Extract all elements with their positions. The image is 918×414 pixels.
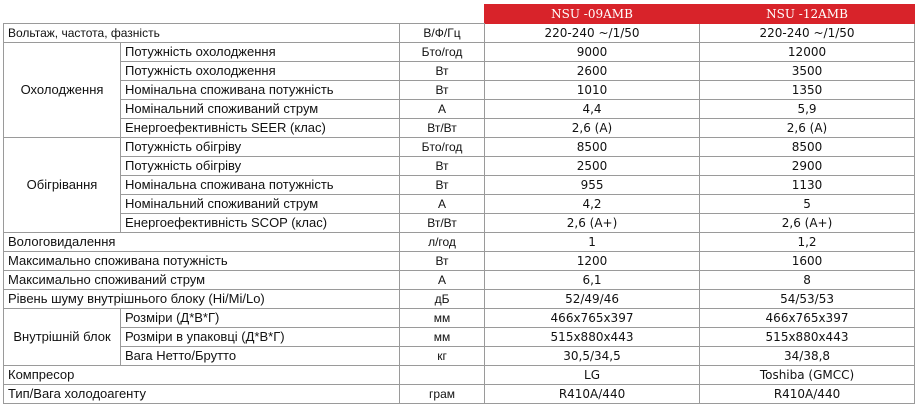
unit-cell: А [400, 195, 485, 214]
value-model-1: 6,1 [485, 271, 700, 290]
unit-cell [400, 366, 485, 385]
table-row [4, 271, 915, 290]
table-row [4, 81, 915, 100]
param-label: Вага Нетто/Брутто [121, 347, 400, 366]
unit-cell: Вт [400, 252, 485, 271]
unit-cell: мм [400, 328, 485, 347]
table-row [4, 24, 915, 43]
value-model-2: 1350 [700, 81, 915, 100]
table-row [4, 233, 915, 252]
table-row [4, 328, 915, 347]
param-label: Енергоефективність SCOP (клас) [121, 214, 400, 233]
param-label: Компресор [4, 366, 400, 385]
table-row [4, 157, 915, 176]
value-model-1: 4,4 [485, 100, 700, 119]
param-label: Потужність обігріву [121, 138, 400, 157]
table-row [4, 119, 915, 138]
header-blank [4, 5, 485, 24]
param-label: Номінальна споживана потужність [121, 176, 400, 195]
param-label: Потужність охолодження [121, 62, 400, 81]
value-model-1: 2500 [485, 157, 700, 176]
unit-cell: Бто/год [400, 138, 485, 157]
spec-table [3, 4, 915, 404]
table-row [4, 100, 915, 119]
param-label: Вологовидалення [4, 233, 400, 252]
value-model-2: 12000 [700, 43, 915, 62]
param-label: Номінальний споживаний струм [121, 195, 400, 214]
table-row [4, 195, 915, 214]
value-model-2: 220-240 ~/1/50 [700, 24, 915, 43]
value-model-2: 54/53/53 [700, 290, 915, 309]
value-model-2: 1600 [700, 252, 915, 271]
value-model-1: 220-240 ~/1/50 [485, 24, 700, 43]
unit-cell: л/год [400, 233, 485, 252]
value-model-1: 1010 [485, 81, 700, 100]
value-model-2: 8 [700, 271, 915, 290]
unit-cell: кг [400, 347, 485, 366]
unit-cell: Вт/Вт [400, 214, 485, 233]
unit-cell: мм [400, 309, 485, 328]
value-model-2: 5 [700, 195, 915, 214]
param-label: Рівень шуму внутрішнього блоку (Hi/Mi/Lo) [4, 290, 400, 309]
model-1-header: NSU -09AMB [485, 5, 700, 24]
value-model-2: 1130 [700, 176, 915, 195]
value-model-2: 2900 [700, 157, 915, 176]
unit-cell: Вт [400, 176, 485, 195]
param-label: Розміри (Д*В*Г) [121, 309, 400, 328]
unit-cell: Бто/год [400, 43, 485, 62]
param-label: Номінальна споживана потужність [121, 81, 400, 100]
param-label: Максимально споживаний струм [4, 271, 400, 290]
unit-cell: Вт [400, 62, 485, 81]
table-row [4, 43, 915, 62]
unit-cell: Вт/Вт [400, 119, 485, 138]
header-row [4, 5, 915, 24]
table-row [4, 214, 915, 233]
group-label-heating: Обігрівання [4, 138, 121, 233]
table-row [4, 176, 915, 195]
table-row [4, 385, 915, 404]
value-model-1: 8500 [485, 138, 700, 157]
value-model-1: 9000 [485, 43, 700, 62]
param-label: Розміри в упаковці (Д*В*Г) [121, 328, 400, 347]
param-label: Потужність обігріву [121, 157, 400, 176]
table-row [4, 290, 915, 309]
unit-cell: дБ [400, 290, 485, 309]
value-model-2: 2,6 (A+) [700, 214, 915, 233]
param-label: Енергоефективність SEER (клас) [121, 119, 400, 138]
unit-cell: грам [400, 385, 485, 404]
unit-cell: А [400, 100, 485, 119]
value-model-2: 8500 [700, 138, 915, 157]
value-model-2: 1,2 [700, 233, 915, 252]
value-model-2: Toshiba (GMCC) [700, 366, 915, 385]
value-model-2: 515x880x443 [700, 328, 915, 347]
value-model-1: 4,2 [485, 195, 700, 214]
unit-cell: А [400, 271, 485, 290]
param-label: Вольтаж, частота, фазність [4, 24, 400, 43]
value-model-1: 30,5/34,5 [485, 347, 700, 366]
unit-cell: В/Ф/Гц [400, 24, 485, 43]
table-row [4, 62, 915, 81]
value-model-2: 34/38,8 [700, 347, 915, 366]
value-model-1: 1 [485, 233, 700, 252]
table-row [4, 347, 915, 366]
unit-cell: Вт [400, 157, 485, 176]
value-model-1: 466x765x397 [485, 309, 700, 328]
value-model-1: 2600 [485, 62, 700, 81]
value-model-2: 3500 [700, 62, 915, 81]
unit-cell: Вт [400, 81, 485, 100]
model-2-header: NSU -12AMB [700, 5, 915, 24]
value-model-2: R410A/440 [700, 385, 915, 404]
value-model-1: R410A/440 [485, 385, 700, 404]
value-model-1: 515x880x443 [485, 328, 700, 347]
group-label-cooling: Охолодження [4, 43, 121, 138]
value-model-1: 1200 [485, 252, 700, 271]
table-row [4, 252, 915, 271]
param-label: Потужність охолодження [121, 43, 400, 62]
group-label-indoor-unit: Внутрішній блок [4, 309, 121, 366]
value-model-1: 955 [485, 176, 700, 195]
value-model-1: 2,6 (A) [485, 119, 700, 138]
value-model-2: 466x765x397 [700, 309, 915, 328]
value-model-1: LG [485, 366, 700, 385]
table-row [4, 309, 915, 328]
value-model-1: 52/49/46 [485, 290, 700, 309]
table-row [4, 366, 915, 385]
value-model-1: 2,6 (A+) [485, 214, 700, 233]
value-model-2: 5,9 [700, 100, 915, 119]
value-model-2: 2,6 (A) [700, 119, 915, 138]
param-label: Максимально споживана потужність [4, 252, 400, 271]
table-row [4, 138, 915, 157]
param-label: Тип/Вага холодоагенту [4, 385, 400, 404]
param-label: Номінальний споживаний струм [121, 100, 400, 119]
